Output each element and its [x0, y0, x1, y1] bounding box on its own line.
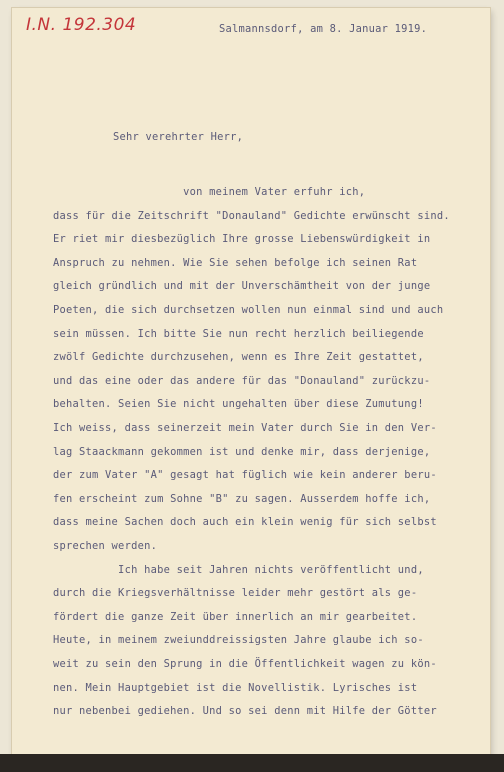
- body-line: sprechen werden.: [53, 540, 158, 552]
- salutation: Sehr verehrter Herr,: [113, 131, 244, 143]
- body-line: Anspruch zu nehmen. Wie Sie sehen befolge ich seinen Rat: [53, 256, 418, 269]
- body-line: weit zu sein den Sprung in die Öffentlichkeit wagen zu kön-: [53, 658, 437, 670]
- body-line: Er riet mir diesbezüglich Ihre grosse Liebenswürdigkeit in: [53, 233, 431, 246]
- archive-number: I.N. 192.304: [26, 15, 137, 35]
- body-line: nen. Mein Hauptgebiet ist die Novellistik. Lyrisches ist: [53, 681, 418, 694]
- body-line: nur nebenbei gediehen. Und so sei denn mit Hilfe der Götter: [53, 705, 437, 718]
- body-line: zwölf Gedichte durchzusehen, wenn es Ihre Zeit gestattet,: [53, 351, 424, 364]
- body-line: dass für die Zeitschrift "Donauland" Gedichte erwünscht sind.: [53, 209, 450, 222]
- body-line: und das eine oder das andere für das "Donauland" zurückzu-: [53, 374, 431, 387]
- body-line: behalten. Seien Sie nicht ungehalten über diese Zumutung!: [53, 398, 424, 411]
- body-line: Heute, in meinem zweiunddreissigsten Jahre glaube ich so-: [53, 634, 424, 647]
- body-line: fen erscheint zum Sohne "B" zu sagen. Ausserdem hoffe ich,: [53, 492, 431, 505]
- body-line: von meinem Vater erfuhr ich,: [53, 186, 366, 198]
- body-line: lag Staackmann gekommen ist und denke mir, dass derjenige,: [53, 445, 431, 458]
- place-date: Salmannsdorf, am 8. Januar 1919.: [219, 23, 428, 35]
- body-line: sein müssen. Ich bitte Sie nun recht herzlich beiliegende: [53, 327, 424, 340]
- scan-edge: [0, 754, 504, 772]
- body-line: fördert die ganze Zeit über innerlich an mir gearbeitet.: [53, 610, 418, 623]
- body-line: Poeten, die sich durchsetzen wollen nun einmal sind und auch: [53, 304, 444, 316]
- body-line: der zum Vater "A" gesagt hat füglich wie kein anderer beru-: [53, 469, 437, 482]
- body-line: dass meine Sachen doch auch ein klein wenig für sich selbst: [53, 516, 437, 529]
- body-line: Ich weiss, dass seinerzeit mein Vater durch Sie in den Ver-: [53, 422, 437, 434]
- body-line: durch die Kriegsverhältnisse leider mehr gestört als ge-: [53, 587, 418, 600]
- body-line: gleich gründlich und mit der Unverschämtheit von der junge: [53, 280, 431, 293]
- body-line: Ich habe seit Jahren nichts veröffentlicht und,: [53, 563, 424, 576]
